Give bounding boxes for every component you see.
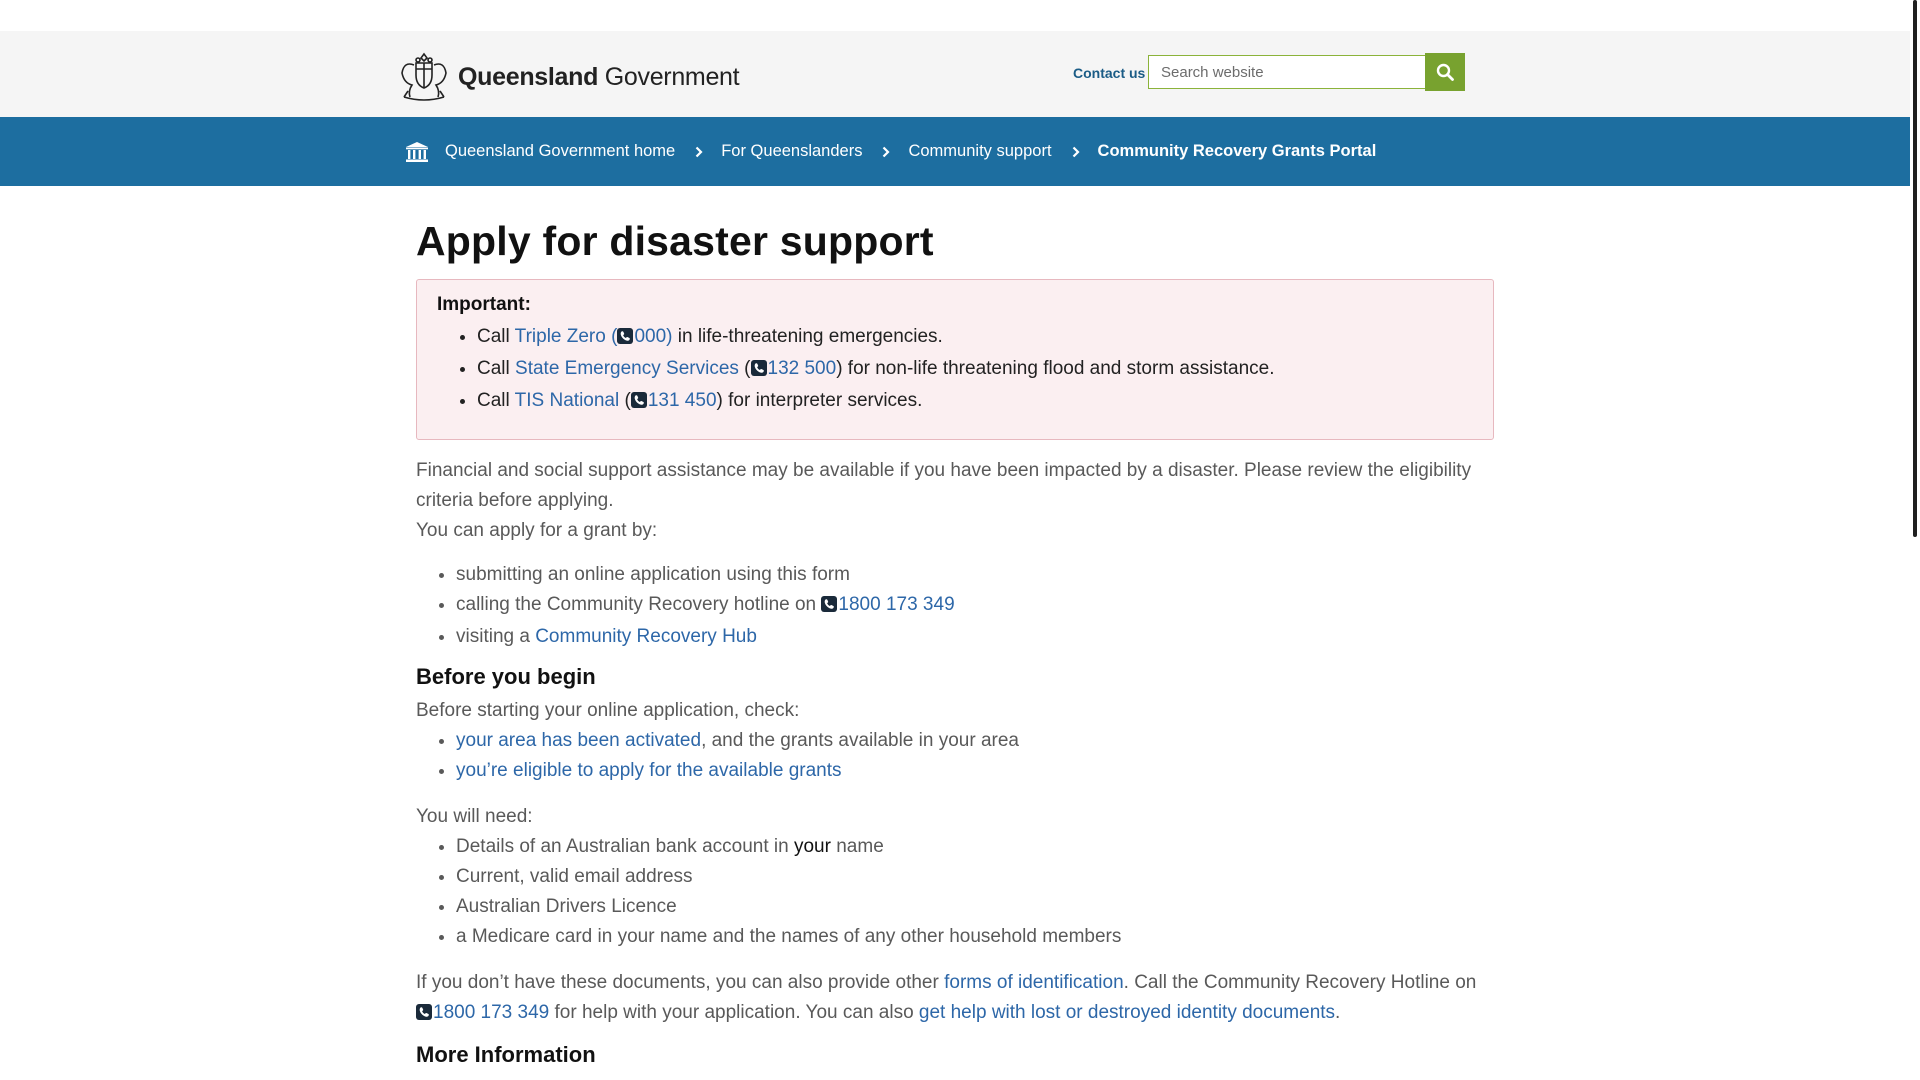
list-item: • submitting an online application using this form [456,560,1494,590]
page-title: Apply for disaster support [416,218,934,264]
apply-ways-list [416,560,1494,652]
before-you-begin-heading: Before you begin [416,664,596,689]
site-header [0,31,1910,117]
alert-item-ses: • Call State Emergency Services ( 132 500) for non-life threatening flood and storm assistance. [477,354,1473,386]
breadcrumb-community-support[interactable]: Community support [908,142,1052,160]
docs-hotline-phone-link[interactable]: 1800 173 349 [416,1002,549,1023]
list-item: • calling the Community Recovery hotline on 1800 173 349 [456,590,1494,622]
alert-item-tis: • Call TIS National ( 131 450) for interpreter services. [477,386,1473,418]
list-item [456,756,1494,786]
alert-title: Important: [437,294,531,315]
phone-icon [631,388,647,418]
important-alert [416,279,1494,440]
phone-icon [751,356,767,386]
search-button[interactable] [1425,53,1465,91]
forms-of-identification-link[interactable]: forms of identification [944,972,1124,993]
breadcrumb-for-queenslanders[interactable]: For Queenslanders [721,142,863,160]
alert-list [437,322,1473,418]
ses-phone-link[interactable]: 132 500 [751,358,837,379]
list-item: • a Medicare card in your name and the names of any other household members [456,922,1494,952]
hotline-phone-link[interactable]: 1800 173 349 [821,594,954,615]
tis-link[interactable]: TIS National [514,390,620,411]
breadcrumb-home[interactable]: Queensland Government home [445,142,676,160]
intro-paragraph: Financial and social support assistance may be available if you have been impacted by a disaster. Please review the eligibility criteria before applying. [416,460,1472,511]
documents-paragraph: If you don’t have these documents, you can also provide other forms of identification. Call the Community Recovery Hotline on 1800 173 349 for help with your application. You can also get help with lost or destroyed identity documents. [416,968,1494,1030]
main-content [416,218,1494,1074]
requirements-list [416,832,1494,952]
apply-intro: You can apply for a grant by: [416,520,658,541]
triple-zero-phone-link[interactable]: 000) [617,326,672,347]
search-input[interactable] [1148,55,1425,89]
contact-us-link[interactable]: Contact us [1073,65,1146,81]
list-item: • visiting a Community Recovery Hub [456,622,1494,652]
area-activated-link[interactable]: your area has been activated [456,730,702,751]
site-search [1148,55,1465,91]
logo-wordmark: Queensland Government [458,62,740,91]
eligibility-link[interactable]: you’re eligible to apply for the available grants [456,760,842,781]
lost-documents-link[interactable]: get help with lost or destroyed identity documents [918,1002,1336,1023]
list-item: • your area has been activated, and the grants available in your area [456,726,1494,756]
phone-icon [416,1000,432,1030]
top-strip [0,0,1910,31]
breadcrumb-bar [0,117,1910,186]
more-information-heading: More Information [416,1042,596,1067]
list-item: • Details of an Australian bank account in your name [456,832,1494,862]
chevron-right-icon [695,146,703,158]
you-will-need-intro: You will need: [416,806,533,827]
breadcrumb-current: Community Recovery Grants Portal [1097,142,1377,160]
breadcrumb [405,117,1376,186]
triple-zero-link[interactable]: Triple Zero ( [514,326,618,347]
scrollbar-thumb[interactable] [1913,0,1917,537]
chevron-right-icon [882,146,890,158]
list-item: • Current, valid email address [456,862,1494,892]
before-intro: Before starting your online application, check: [416,700,800,721]
phone-icon [617,324,633,354]
search-icon [1436,63,1454,81]
tis-phone-link[interactable]: 131 450 [631,390,717,411]
phone-icon [821,592,837,622]
chevron-right-icon [1072,146,1080,158]
ses-link[interactable]: State Emergency Services [515,358,739,379]
list-item: • Australian Drivers Licence [456,892,1494,922]
community-recovery-hub-link[interactable]: Community Recovery Hub [535,626,757,647]
coat-of-arms-icon [396,51,452,103]
alert-item-triple-zero: • Call Triple Zero ( 000) in life-threatening emergencies. [477,322,1473,354]
before-checklist [416,726,1494,786]
qld-gov-logo[interactable] [396,51,739,103]
home-building-icon[interactable] [405,141,429,163]
